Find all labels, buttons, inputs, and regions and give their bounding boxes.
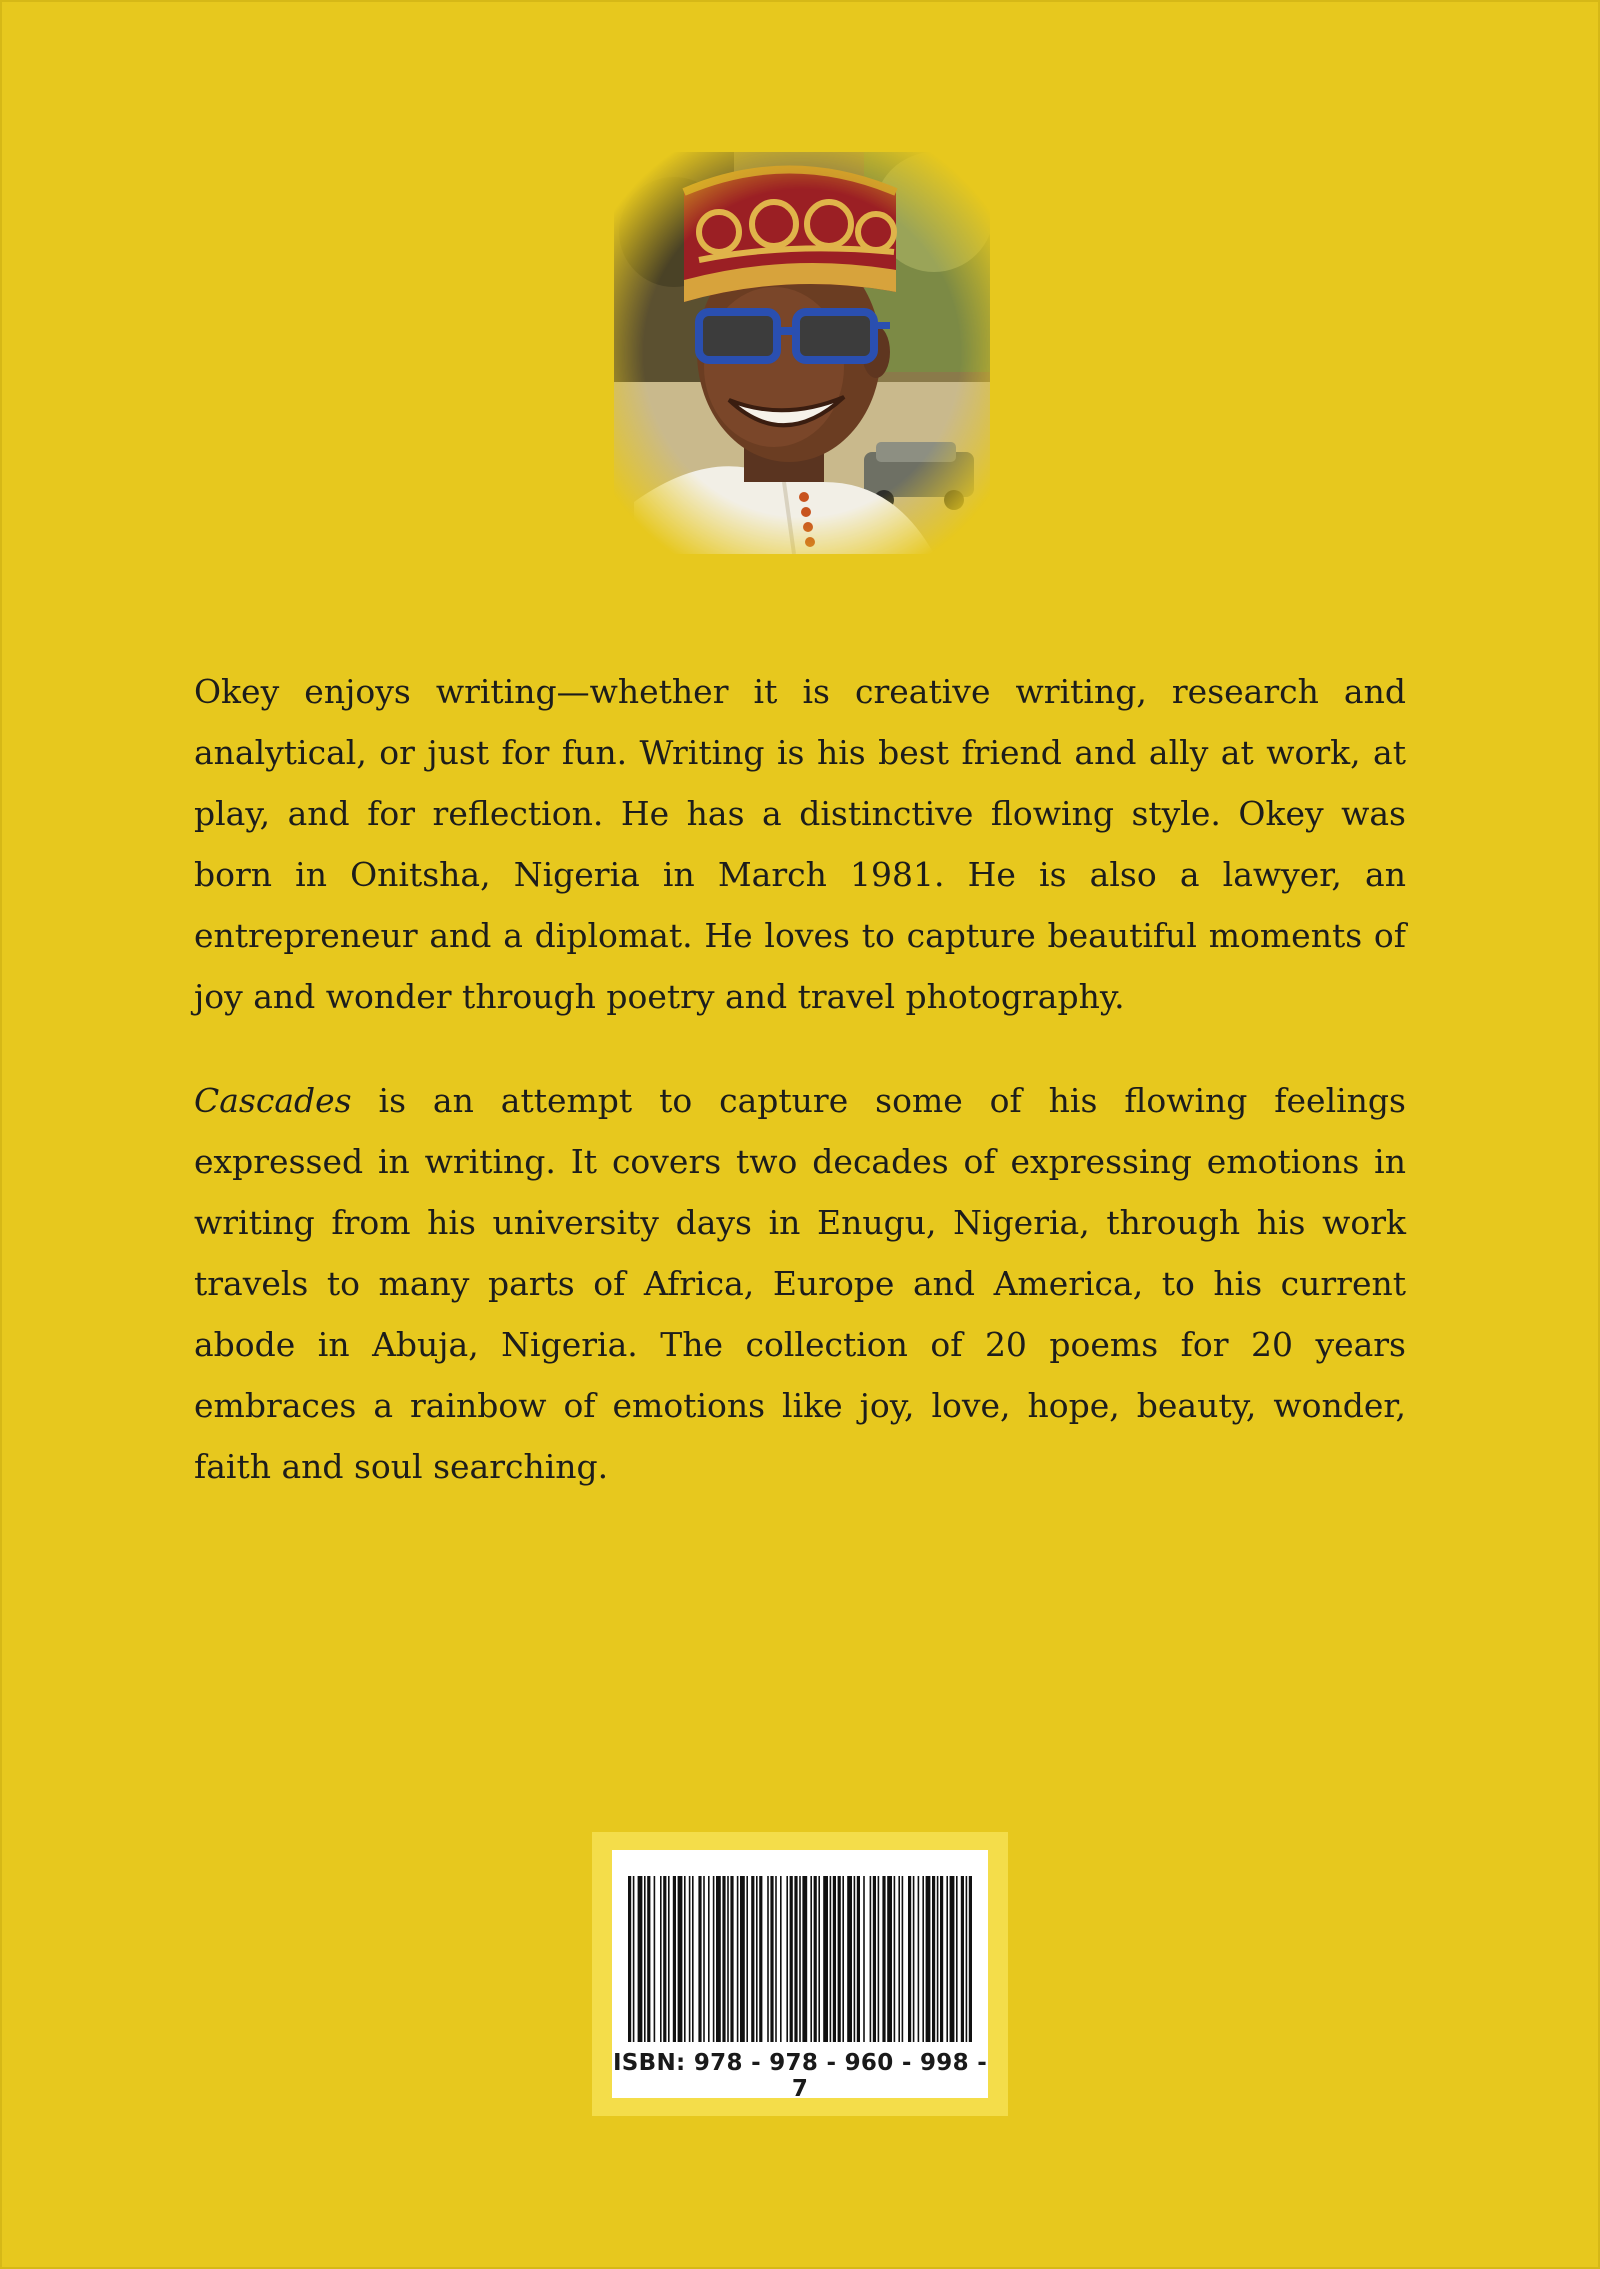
barcode-bar [878, 1876, 880, 2042]
barcode-bar [870, 1876, 872, 2042]
barcode-bar [950, 1876, 955, 2042]
blurb-paragraph-1: Okey enjoys writing—whether it is creative writing, research and analytical, or just for fun. Writing is his best friend and ally at work, at play, and for reflection. He has a distinctive flowing style. Okey was born in Onitsha, Nigeria in March 1981. He is also a lawyer, an entrepreneur and a diplomat. He loves to capture beautiful moments of joy and wonder through poetry and travel photography. [194, 672, 1406, 1016]
barcode-bar [756, 1876, 758, 2042]
barcode-bar [833, 1876, 836, 2042]
barcode-bar [918, 1876, 920, 2042]
barcode-bar [647, 1876, 650, 2042]
barcode-bar [638, 1876, 643, 2042]
barcode-bar [663, 1876, 666, 2042]
barcode-card [612, 1850, 988, 2102]
barcode-bar [937, 1876, 939, 2042]
back-cover-blurb [194, 661, 1406, 1497]
barcode-bar [922, 1876, 924, 2042]
barcode-bar [775, 1876, 777, 2042]
barcode-bar [678, 1876, 683, 2042]
barcode-bar [940, 1876, 943, 2042]
barcode-bar [913, 1876, 915, 2042]
barcode-bar [966, 1876, 968, 2042]
barcode-bar [969, 1876, 972, 2042]
barcode-bar [633, 1876, 635, 2042]
barcode-bar [684, 1876, 686, 2042]
barcode-bar [759, 1876, 762, 2042]
barcode-bar [902, 1876, 904, 2042]
blurb-paragraph-2 [194, 1070, 1406, 1497]
barcode-bar [799, 1876, 801, 2042]
barcode-bar [857, 1876, 860, 2042]
barcode-bar [780, 1876, 782, 2042]
barcode-bar [654, 1876, 656, 2042]
barcode-bar [854, 1876, 856, 2042]
barcode-bar [698, 1876, 701, 2042]
barcode-bar [810, 1876, 812, 2042]
barcode-bar [882, 1876, 885, 2042]
barcode-bar [767, 1876, 769, 2042]
barcode-bar [794, 1876, 797, 2042]
barcode-bar [790, 1876, 793, 2042]
barcode-bar [751, 1876, 754, 2042]
barcode-bar [692, 1876, 694, 2042]
barcode-bar [644, 1876, 646, 2042]
barcode-bar [802, 1876, 807, 2042]
barcode-bar [847, 1876, 852, 2042]
author-photo [614, 152, 990, 554]
barcode-bar [823, 1876, 828, 2042]
barcode-bar [703, 1876, 705, 2042]
barcode-bar [786, 1876, 788, 2042]
isbn-number: ISBN: 978 - 978 - 960 - 998 - 7 [612, 2050, 988, 2102]
barcode-bar [660, 1876, 662, 2042]
barcode-bar [737, 1876, 739, 2042]
barcode-bar [740, 1876, 745, 2042]
barcode-bar [863, 1876, 865, 2042]
barcode-frame [592, 1832, 1008, 2116]
barcode-bar [830, 1876, 832, 2042]
barcode-bar [746, 1876, 748, 2042]
barcode-bar [708, 1876, 710, 2042]
barcode-bar [628, 1876, 631, 2042]
barcode-bar [894, 1876, 896, 2042]
barcode-bar [932, 1876, 935, 2042]
barcode-bar [689, 1876, 691, 2042]
barcode-bar [946, 1876, 948, 2042]
barcode-bar [770, 1876, 773, 2042]
barcode-bar [838, 1876, 841, 2042]
book-title: Cascades [194, 1081, 352, 1120]
barcode-bar [730, 1876, 733, 2042]
barcode-bar [814, 1876, 817, 2042]
barcode-bar [898, 1876, 900, 2042]
barcode-bar [842, 1876, 844, 2042]
barcode-bar [727, 1876, 729, 2042]
barcode-bar [873, 1876, 876, 2042]
barcode-bar [716, 1876, 721, 2042]
barcode-bars [628, 1876, 972, 2042]
barcode-bar [908, 1876, 911, 2042]
barcode-bar [722, 1876, 725, 2042]
barcode-bar [668, 1876, 670, 2042]
barcode-bar [926, 1876, 931, 2042]
blurb-paragraph-2-text: is an attempt to capture some of his flowing feelings expressed in writing. It covers two decades of expressing emotions in writing from his university days in Enugu, Nigeria, through his work travels to many parts of Africa, Europe and America, to his current abode in Abuja, Nigeria. The collection of 20 poems for 20 years embraces a rainbow of emotions like joy, love, hope, beauty, wonder, faith and soul searching. [194, 1081, 1406, 1486]
barcode-bar [961, 1876, 964, 2042]
barcode-bar [673, 1876, 676, 2042]
barcode-bar [713, 1876, 715, 2042]
barcode-bar [887, 1876, 892, 2042]
barcode-bar [956, 1876, 958, 2042]
barcode-bar [818, 1876, 820, 2042]
